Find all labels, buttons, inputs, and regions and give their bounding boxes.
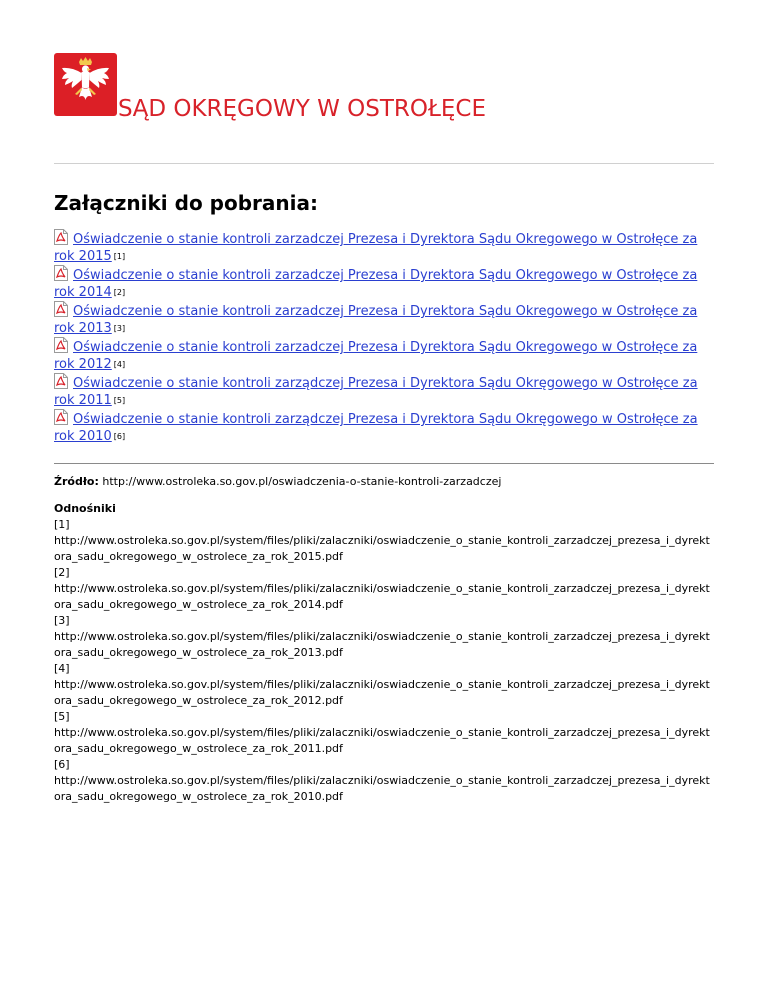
footnote-url: http://www.ostroleka.so.gov.pl/system/files/pliki/zalaczniki/oswiadczenie_o_stanie_kontroli_zarzadczej_prezesa_i_dyrektora_sadu_okregowego_w_ostrolece_za_rok_2014.pdf	[54, 582, 710, 611]
polish-eagle-emblem-icon	[54, 53, 117, 116]
attachments-list	[54, 229, 714, 445]
attachment-link[interactable]: Oświadczenie o stanie kontroli zarzadczej Prezesa i Dyrektora Sądu Okregowego w Ostrołęce za rok 2015	[54, 232, 698, 264]
pdf-file-icon	[54, 265, 68, 281]
footnote-number: [4]	[54, 662, 70, 675]
source-label: Źródło:	[54, 475, 99, 488]
site-title: SĄD OKRĘGOWY W OSTROŁĘCE	[118, 96, 487, 122]
footnote-ref: [3]	[113, 324, 126, 333]
footnote-ref: [6]	[113, 432, 126, 441]
attachment-link[interactable]: Oświadczenie o stanie kontroli zarzadczej Prezesa i Dyrektora Sądu Okregowego w Ostrołęce za rok 2014	[54, 268, 698, 300]
footnote-url: http://www.ostroleka.so.gov.pl/system/files/pliki/zalaczniki/oswiadczenie_o_stanie_kontroli_zarzadczej_prezesa_i_dyrektora_sadu_okregowego_w_ostrolece_za_rok_2015.pdf	[54, 534, 710, 563]
footnote-ref: [2]	[113, 288, 126, 297]
footnote-url: http://www.ostroleka.so.gov.pl/system/files/pliki/zalaczniki/oswiadczenie_o_stanie_kontroli_zarzadczej_prezesa_i_dyrektora_sadu_okregowego_w_ostrolece_za_rok_2010.pdf	[54, 774, 710, 803]
attachment-item	[54, 337, 714, 373]
footnote-ref: [1]	[113, 252, 126, 261]
footnote-url: http://www.ostroleka.so.gov.pl/system/files/pliki/zalaczniki/oswiadczenie_o_stanie_kontroli_zarzadczej_prezesa_i_dyrektora_sadu_okregowego_w_ostrolece_za_rok_2012.pdf	[54, 678, 710, 707]
pdf-file-icon	[54, 373, 68, 389]
source-line	[54, 474, 501, 489]
pdf-file-icon	[54, 229, 68, 245]
attachment-link[interactable]: Oświadczenie o stanie kontroli zarządczej Prezesa i Dyrektora Sądu Okręgowego w Ostrołęce za rok 2011	[54, 376, 698, 408]
pdf-file-icon	[54, 301, 68, 317]
pdf-file-icon	[54, 409, 68, 425]
footnote-url: http://www.ostroleka.so.gov.pl/system/files/pliki/zalaczniki/oswiadczenie_o_stanie_kontroli_zarzadczej_prezesa_i_dyrektora_sadu_okregowego_w_ostrolece_za_rok_2011.pdf	[54, 726, 710, 755]
footnotes-title: Odnośniki	[54, 502, 116, 515]
attachment-link[interactable]: Oświadczenie o stanie kontroli zarzadczej Prezesa i Dyrektora Sądu Okregowego w Ostrołęce za rok 2013	[54, 304, 698, 336]
footnote-ref: [5]	[113, 396, 126, 405]
footnote-number: [6]	[54, 758, 70, 771]
attachment-item	[54, 265, 714, 301]
attachment-item	[54, 301, 714, 337]
pdf-file-icon	[54, 337, 68, 353]
content-divider	[54, 463, 714, 464]
footnote-number: [3]	[54, 614, 70, 627]
footnotes-section	[54, 501, 716, 805]
attachment-link[interactable]: Oświadczenie o stanie kontroli zarzadczej Prezesa i Dyrektora Sądu Okregowego w Ostrołęce za rok 2012	[54, 340, 698, 372]
footnote-number: [1]	[54, 518, 70, 531]
footnote-ref: [4]	[113, 360, 126, 369]
source-url: http://www.ostroleka.so.gov.pl/oswiadczenia-o-stanie-kontroli-zarzadczej	[102, 475, 502, 488]
attachment-link[interactable]: Oświadczenie o stanie kontroli zarządczej Prezesa i Dyrektora Sądu Okręgowego w Ostrołęce za rok 2010	[54, 412, 698, 444]
header-divider	[54, 163, 714, 164]
attachment-item	[54, 373, 714, 409]
footnote-number: [2]	[54, 566, 70, 579]
attachment-item	[54, 229, 714, 265]
attachment-item	[54, 409, 714, 445]
footnote-url: http://www.ostroleka.so.gov.pl/system/files/pliki/zalaczniki/oswiadczenie_o_stanie_kontroli_zarzadczej_prezesa_i_dyrektora_sadu_okregowego_w_ostrolece_za_rok_2013.pdf	[54, 630, 710, 659]
page-heading: Załączniki do pobrania:	[54, 191, 318, 215]
footnote-number: [5]	[54, 710, 70, 723]
